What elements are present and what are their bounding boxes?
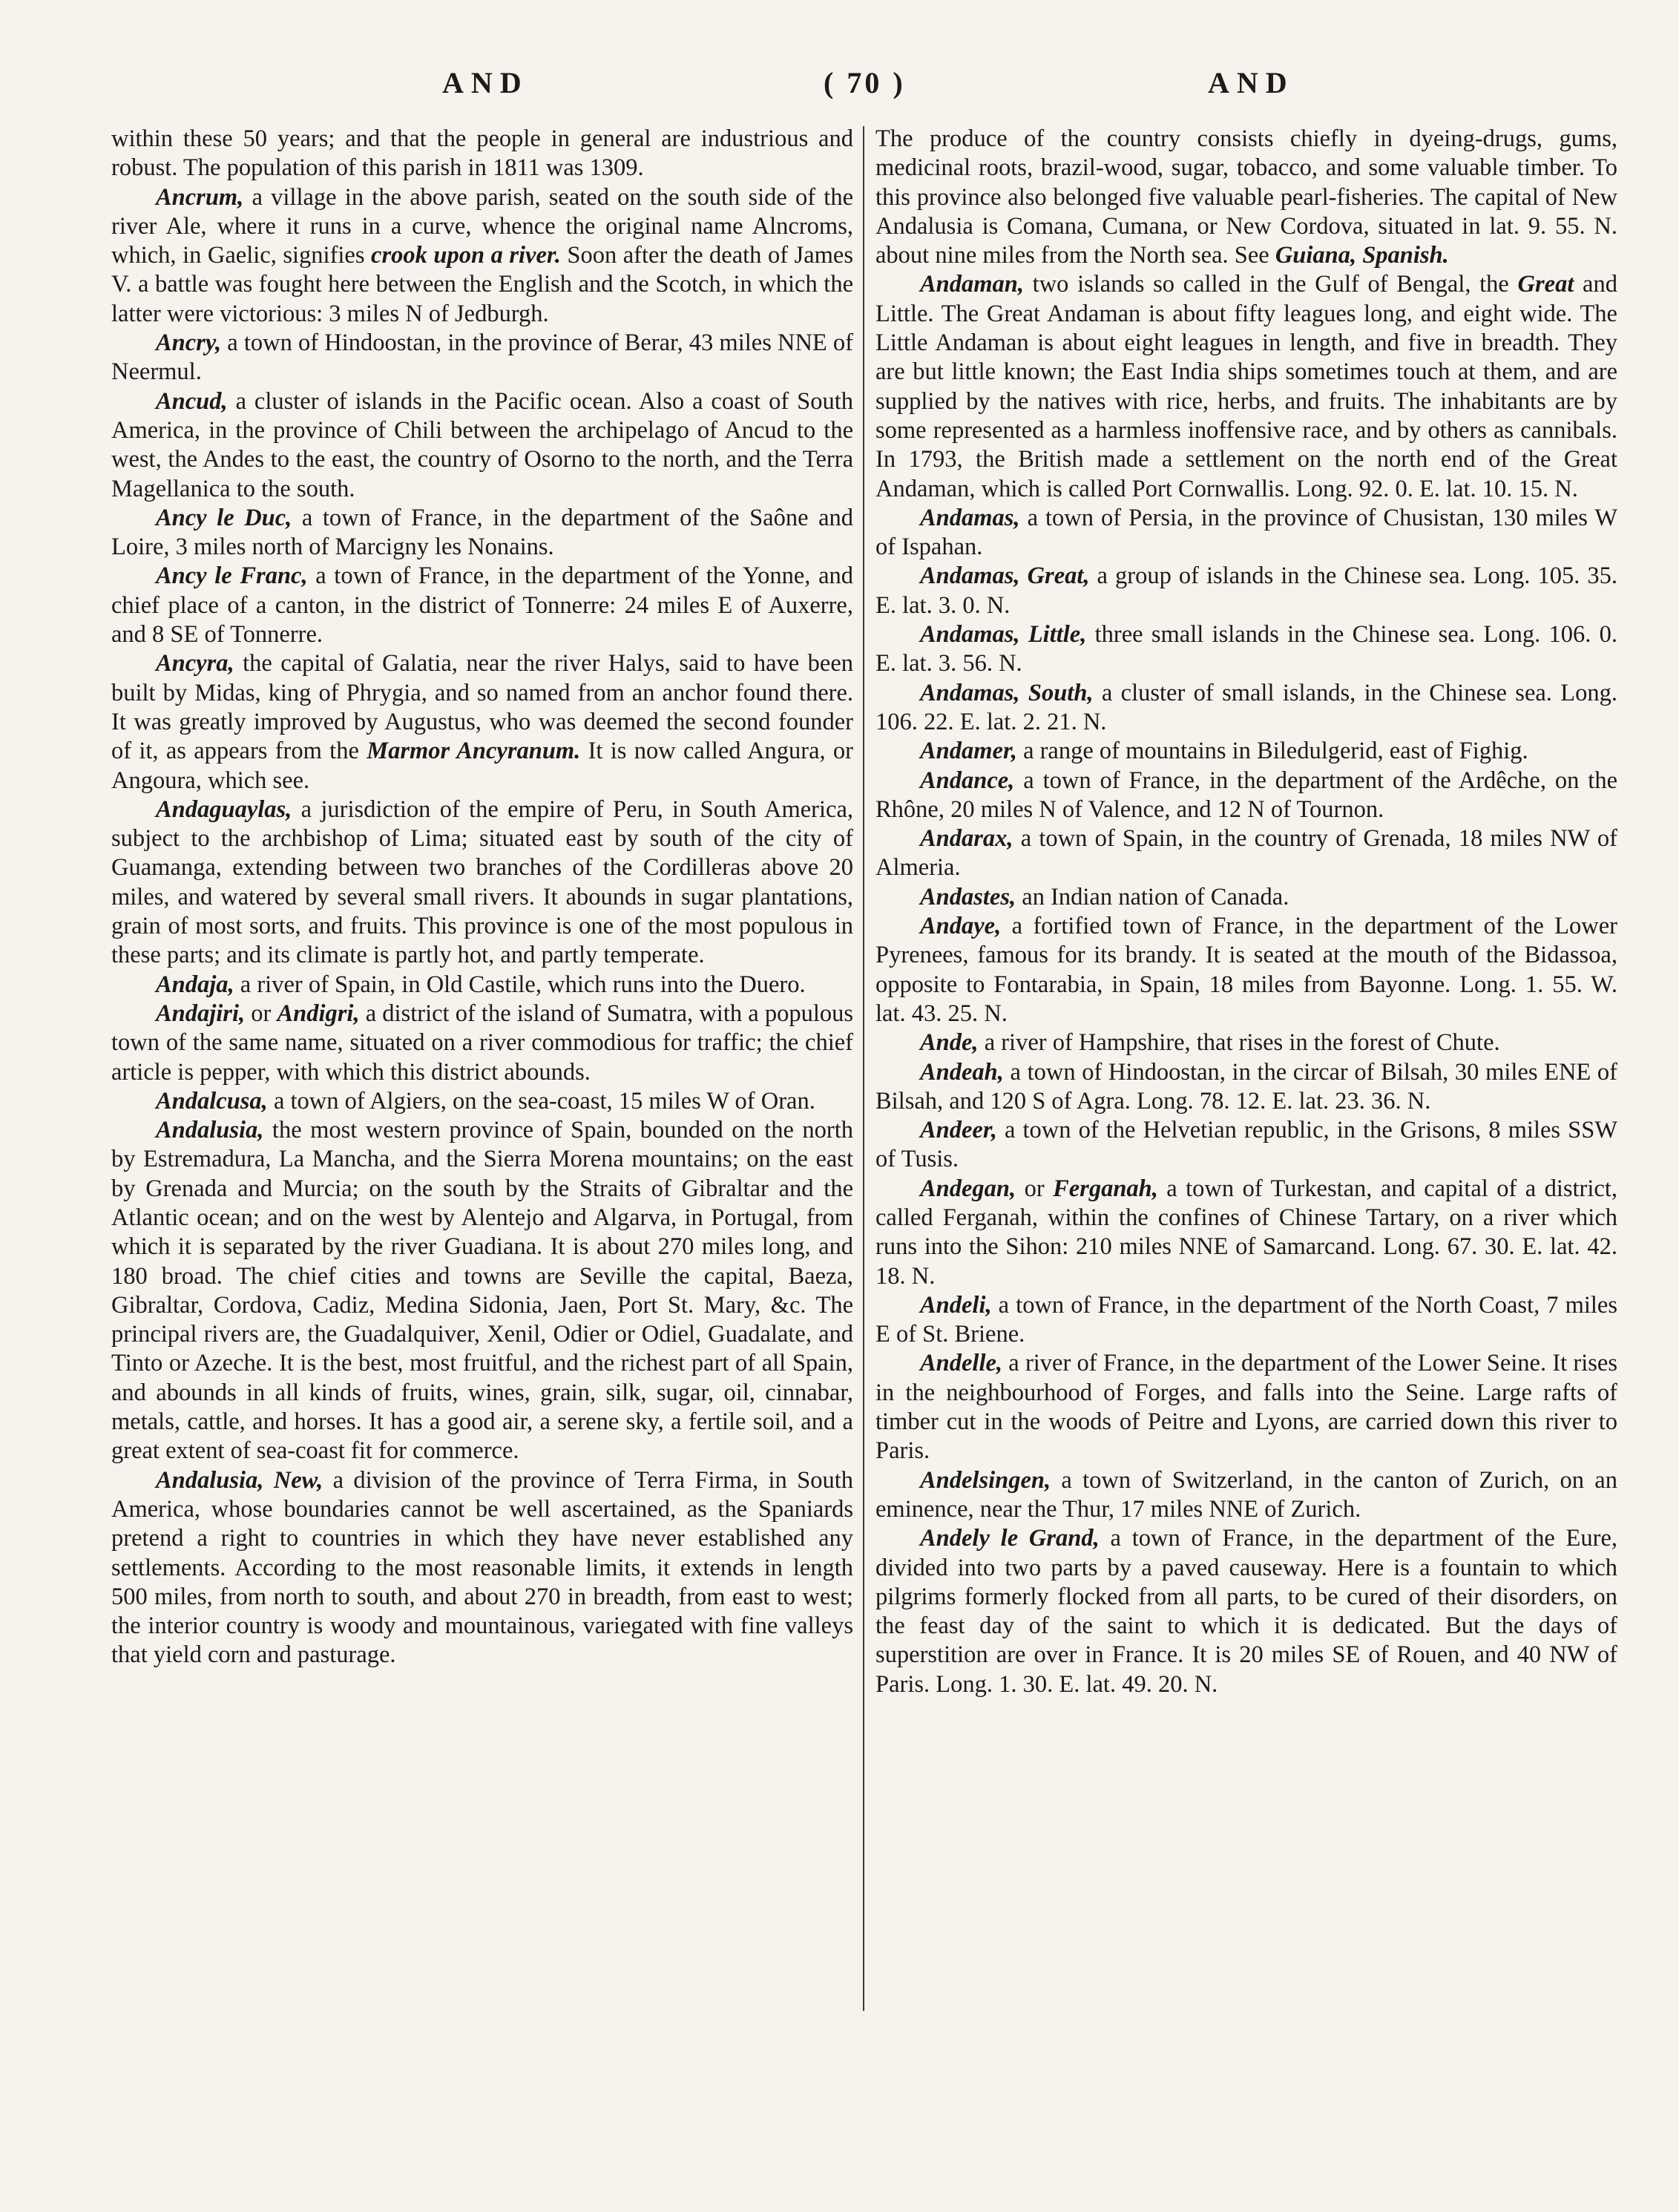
entry-text: a town of Persia, in the province of Chusistan, 130 miles W of Ispahan. [875,504,1617,561]
entry-headword: Andelsingen, [920,1466,1051,1494]
entry-text: a town of Hindoostan, in the circar of Bilsah, 30 miles ENE of Bilsah, and 120 S of Agra. Long. 78. 12. E. lat. 23. 36. N. [875,1058,1617,1115]
entry-text: a division of the province of Terra Firma, in South America, whose boundaries cannot be well ascertained, as the Spaniards pretend a right to countries in which they have never established any settlements. According to the most reasonable limits, it extends in length 500 miles, from north to south, and about 270 in breadth, from east to west; the interior country is woody and mountainous, variegated with fine valleys that yield corn and pasturage. [111,1466,853,1669]
entry-headword: Andance, [920,767,1015,794]
dictionary-entry [111,387,853,504]
entry-headword: Andamas, Little, [920,621,1087,649]
dictionary-entry [875,824,1617,883]
entry-text-continued: a town of Turkestan, and capital of a district, called Ferganah, within the confines of Chinese Tartary, on a river which runs into the Sihon: 210 miles NNE of Samarcand. Long. 67. 30. E. lat. 42. 18. N. [875,1175,1617,1290]
dictionary-entry [111,1466,853,1670]
entry-headword: Andastes, [920,883,1016,910]
page-number: ( 70 ) [824,66,906,99]
dictionary-entry [111,649,853,795]
entry-headword: Andalusia, New, [156,1466,323,1494]
dictionary-entry [111,1116,853,1466]
dictionary-entry [111,125,853,183]
right-column [875,125,1617,1699]
running-header [111,65,1565,110]
dictionary-entry [111,1087,853,1116]
entry-text: The produce of the country consists chiefly in dyeing-drugs, gums, medicinal roots, brazil-wood, sugar, tobacco, and some valuable timber. To this province also belonged five valuable pearl-fisheries. The capital of New Andalusia is Comana, Cumana, or New Cordova, situated in lat. 9. 55. N. about nine miles from the North sea. See [875,125,1617,269]
entry-emphasis: Marmor Ancyranum. [367,738,581,765]
entry-emphasis: Guiana, Spanish. [1275,242,1449,269]
entry-text: or [245,1000,277,1027]
dictionary-entry [111,1000,853,1087]
dictionary-entry [875,270,1617,503]
header-right-word: AND [1208,66,1295,99]
entry-headword: Andamas, Great, [920,562,1090,590]
entry-headword: Andaja, [156,971,234,998]
dictionary-entry [875,562,1617,620]
entry-headword: Andaye, [920,913,1002,940]
dictionary-entry [875,679,1617,738]
entry-text: a town of France, in the department of the North Coast, 7 miles E of St. Briene. [875,1291,1617,1348]
dictionary-entry [111,795,853,971]
entry-headword: Ancyra, [156,650,234,677]
dictionary-entry [875,620,1617,679]
entry-headword: Ancud, [156,387,228,415]
entry-text-continued: and Little. The Great Andaman is about fifty leagues long, and eight wide. The Little Andaman is about eight leagues in length, and five in breadth. They are but little known; the East India ships sometimes touch at them, and are supplied by the natives with rice, herbs, and fruits. The inhabitants are by some represented as a harmless inoffensive race, and by others as cannibals. In 1793, the British made a settlement on the north end of the Great Andaman, which is called Port Cornwallis. Long. 92. 0. E. lat. 10. 15. N. [875,271,1617,502]
dictionary-entry [875,1058,1617,1117]
entry-emphasis: crook upon a river. [371,242,561,269]
entry-text: a fortified town of France, in the department of the Lower Pyrenees, famous for its brandy. It is seated at the mouth of the Bidassoa, opposite to Fontarabia, in Spain, 18 miles from Bayonne. Long. 1. 55. W. lat. 43. 25. N. [875,913,1617,1027]
dictionary-entry [875,1175,1617,1291]
dictionary-entry [875,1028,1617,1057]
dictionary-entry [875,504,1617,562]
entry-text: a town of Algiers, on the sea-coast, 15 miles W of Oran. [267,1087,815,1115]
entry-headword: Ancy le Duc, [156,504,292,531]
dictionary-entry [875,767,1617,825]
dictionary-entry [875,883,1617,912]
header-left-word: AND [442,66,529,99]
entry-text: a river of Spain, in Old Castile, which runs into the Duero. [234,971,806,998]
entry-text: a town of Switzerland, in the canton of Zurich, on an eminence, near the Thur, 17 miles NNE of Zurich. [875,1466,1617,1523]
entry-headword: Andelle, [920,1350,1003,1377]
entry-text: an Indian nation of Canada. [1016,883,1289,910]
entry-emphasis: Ferganah, [1053,1175,1158,1202]
entry-headword: Andeer, [920,1117,997,1144]
entry-text: a cluster of small islands, in the Chinese sea. Long. 106. 22. E. lat. 2. 21. N. [875,679,1618,735]
dictionary-entry [111,971,853,1000]
entry-text: a town of France, in the department of the Saône and Loire, 3 miles north of Marcigny les Nonains. [111,504,854,561]
entry-text: a range of mountains in Biledulgerid, east of Fighig. [1016,738,1528,765]
entry-headword: Andamas, South, [920,679,1094,706]
dictionary-entry [111,562,853,649]
entry-text-continued: It is now called Angura, or Angoura, which see. [111,738,853,794]
entry-headword: Andeah, [920,1058,1004,1086]
entry-headword: Andalcusa, [156,1087,268,1115]
dictionary-entry [111,183,853,329]
entry-text: a river of France, in the department of the Lower Seine. It rises in the neighbourhood of Forges, and falls into the Seine. Large rafts of timber cut in the woods of Peitre and Lyons, are carried down this river to Paris. [875,1350,1617,1465]
entry-headword: Andely le Grand, [920,1525,1100,1552]
dictionary-entry [875,912,1617,1028]
entry-text: a town of Hindoostan, in the province of Berar, 43 miles NNE of Neermul. [111,329,853,386]
entry-headword: Andamas, [920,504,1020,531]
entry-text: three small islands in the Chinese sea. Long. 106. 0. E. lat. 3. 56. N. [875,621,1618,677]
dictionary-entry [875,737,1617,766]
entry-headword: Andaguaylas, [156,795,292,823]
column-divider [863,126,864,2011]
entry-text: two islands so called in the Gulf of Bengal, the [1023,271,1518,298]
entry-text: the capital of Galatia, near the river Halys, said to have been built by Midas, king of Phrygia, and so named from an anchor found there. It was greatly improved by Augustus, who was deemed the second founder of it, as appears from the [111,650,853,765]
entry-text-continued: a district of the island of Sumatra, with a populous town of the same name, situated on a river commodious for traffic; the chief article is pepper, with which this district abounds. [111,1000,853,1086]
entry-headword: Ancy le Franc, [156,562,308,590]
entry-text: a cluster of islands in the Pacific ocean. Also a coast of South America, in the province of Chili between the archipelago of Ancud to the west, the Andes to the east, the country of Osorno to the north, and the Terra Magellanica to the south. [111,387,853,502]
entry-text: a town of France, in the department of the Eure, divided into two parts by a paved causeway. Here is a fountain to which pilgrims formerly flocked from all parts, to be cured of their disorders, on the feast day of the saint to which it is dedicated. But the days of superstition are over in France. It is 20 miles SE of Rouen, and 40 NW of Paris. Long. 1. 30. E. lat. 49. 20. N. [875,1525,1617,1698]
entry-text: a village in the above parish, seated on the south side of the river Ale, where it runs in a curve, whence the original name Alncroms, which, in Gaelic, signifies [111,183,853,269]
entry-text: a town of France, in the department of the Yonne, and chief place of a canton, in the district of Tonnerre: 24 miles E of Auxerre, and 8 SE of Tonnerre. [111,562,854,649]
entry-headword: Andarax, [920,825,1013,853]
entry-headword: Ande, [920,1029,979,1057]
entry-emphasis: Andigri, [277,1000,360,1027]
dictionary-entry [875,125,1617,270]
entry-text: or [1016,1175,1054,1202]
dictionary-entry [875,1349,1617,1466]
dictionary-entry [875,1466,1617,1525]
dictionary-entry [111,329,853,387]
entry-headword: Andajiri, [156,1000,246,1027]
entry-headword: Andamer, [920,738,1017,765]
entry-text-continued: Soon after the death of James V. a battle was fought here between the English and the Scotch, in which the latter were victorious: 3 miles N of Jedburgh. [111,242,853,327]
entry-headword: Andaman, [920,271,1024,298]
entry-text: a group of islands in the Chinese sea. Long. 105. 35. E. lat. 3. 0. N. [875,562,1617,619]
left-column [111,125,853,1670]
entry-text: a jurisdiction of the empire of Peru, in South America, subject to the archbishop of Lima; situated east by south of the city of Guamanga, extending between two branches of the Cordilleras above 20 miles, and watered by several small rivers. It abounds in sugar plantations, grain of most sorts, and fruits. This province is one of the most populous in these parts; and its climate is partly hot, and partly temperate. [111,795,853,969]
entry-text: a town of France, in the department of the Ardêche, on the Rhône, 20 miles N of Valence, and 12 N of Tournon. [875,767,1617,823]
entry-headword: Andegan, [920,1175,1016,1202]
entry-text: a town of the Helvetian republic, in the Grisons, 8 miles SSW of Tusis. [875,1117,1617,1173]
dictionary-entry [875,1116,1617,1175]
entry-headword: Andalusia, [156,1117,264,1144]
entry-headword: Andeli, [920,1291,992,1319]
entry-text: the most western province of Spain, bounded on the north by Estremadura, La Mancha, and the Sierra Morena mountains; on the east by Grenada and Murcia; on the south by the Straits of Gibraltar and the Atlantic ocean; and on the west by Alentejo and Algarva, in Portugal, from which it is separated by the river Guadiana. It is about 270 miles long, and 180 broad. The chief cities and towns are Seville the capital, Baeza, Gibraltar, Cordova, Cadiz, Medina Sidonia, Jaen, Port St. Mary, &c. The principal rivers are, the Guadalquiver, Xenil, Odier or Odiel, Guadalate, and Tinto or Azeche. It is the best, most fruitful, and the richest part of all Spain, and abounds in all kinds of fruits, wines, grain, silk, sugar, oil, cinnabar, metals, cattle, and horses. It has a good air, a serene sky, a fertile soil, and a great extent of sea-coast fit for commerce. [111,1117,853,1465]
entry-text: a town of Spain, in the country of Grenada, 18 miles NW of Almeria. [875,825,1617,882]
entry-emphasis: Great [1517,271,1574,298]
entry-headword: Ancrum, [156,183,244,211]
dictionary-entry [111,504,853,562]
entry-text: a river of Hampshire, that rises in the forest of Chute. [978,1029,1500,1057]
entry-headword: Ancry, [156,329,222,357]
entry-text: within these 50 years; and that the people in general are industrious and robust. The population of this parish in 1811 was 1309. [111,125,853,182]
dictionary-entry [875,1291,1617,1350]
dictionary-entry [875,1524,1617,1699]
